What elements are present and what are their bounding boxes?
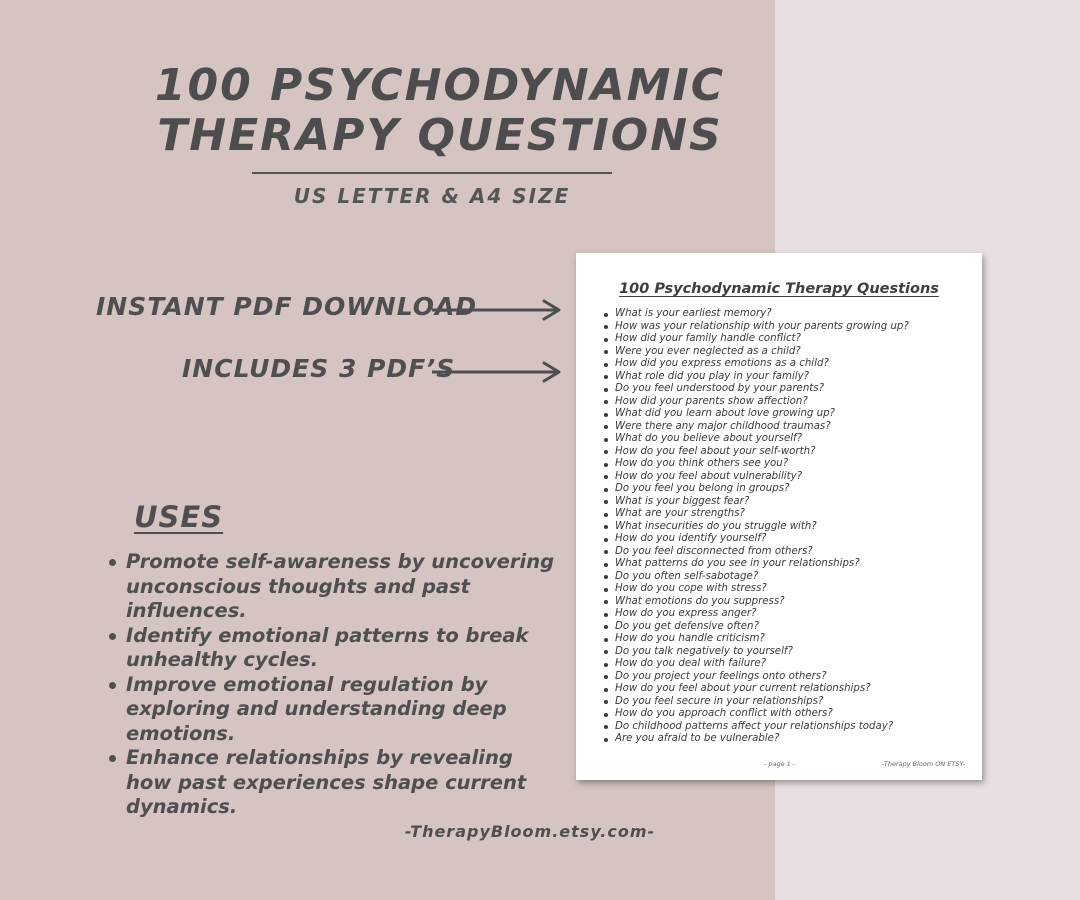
title-line-1: 100 PSYCHODYNAMIC: [154, 60, 726, 111]
title-divider: [252, 172, 612, 174]
bullet-icon: [604, 613, 608, 617]
question-item: [604, 408, 909, 421]
bullet-icon: [109, 559, 116, 566]
question-text: What did you learn about love growing up?: [615, 408, 835, 419]
bullet-icon: [604, 500, 608, 504]
question-text: What is your earliest memory?: [615, 308, 772, 319]
question-text: Do you feel you belong in groups?: [615, 483, 790, 494]
question-item: [604, 433, 909, 446]
question-text: Do childhood patterns affect your relationships today?: [615, 720, 894, 732]
question-text: How do you handle criticism?: [615, 633, 765, 644]
list-item: [104, 673, 564, 747]
bullet-icon: [604, 625, 608, 629]
question-item: [604, 446, 909, 459]
list-item: [104, 550, 564, 624]
question-item: [604, 521, 909, 534]
bullet-icon: [604, 688, 608, 692]
feature-includes-pdfs: INCLUDES 3 PDF’S: [182, 354, 456, 383]
question-item: [604, 608, 909, 621]
question-item: [604, 558, 909, 571]
bullet-icon: [109, 682, 116, 689]
question-item: [604, 358, 909, 371]
arrow-right-icon: [432, 298, 564, 322]
question-text: Do you feel understood by your parents?: [615, 383, 824, 394]
question-text: How was your relationship with your parents growing up?: [615, 320, 909, 332]
bullet-icon: [604, 525, 608, 529]
question-item: [604, 458, 909, 471]
question-item: [604, 396, 909, 409]
question-item: [604, 308, 909, 321]
question-item: [604, 508, 909, 521]
question-text: What do you believe about yourself?: [615, 433, 803, 444]
question-text: Do you talk negatively to yourself?: [615, 645, 793, 657]
question-item: [604, 571, 909, 584]
question-text: How do you cope with stress?: [615, 583, 767, 594]
question-item: [604, 533, 909, 546]
bullet-icon: [109, 633, 116, 640]
bullet-icon: [604, 588, 608, 592]
question-text: How do you deal with failure?: [615, 658, 767, 669]
question-text: Are you afraid to be vulnerable?: [615, 733, 780, 744]
bullet-icon: [604, 663, 608, 667]
question-item: [604, 546, 909, 559]
list-item: [104, 624, 564, 673]
bullet-icon: [604, 538, 608, 542]
page-number: - page 1 -: [764, 760, 796, 768]
question-text: How did your parents show affection?: [615, 395, 808, 407]
uses-list: [104, 550, 564, 820]
arrow-right-icon: [432, 360, 564, 384]
question-item: [604, 621, 909, 634]
bullet-icon: [109, 755, 116, 762]
question-text: What is your biggest fear?: [615, 495, 750, 507]
bullet-icon: [604, 600, 608, 604]
question-text: What patterns do you see in your relationships?: [615, 558, 860, 569]
bullet-icon: [604, 513, 608, 517]
bullet-icon: [604, 650, 608, 654]
bullet-icon: [604, 488, 608, 492]
bullet-icon: [604, 425, 608, 429]
bullet-icon: [604, 325, 608, 329]
question-text: How do you approach conflict with others?: [615, 708, 833, 719]
bullet-icon: [604, 475, 608, 479]
list-item: [104, 746, 564, 820]
bullet-icon: [604, 338, 608, 342]
bullet-icon: [604, 713, 608, 717]
question-item: [604, 483, 909, 496]
bullet-icon: [604, 313, 608, 317]
question-item: [604, 346, 909, 359]
bullet-icon: [604, 675, 608, 679]
question-item: [604, 383, 909, 396]
question-text: What are your strengths?: [615, 508, 745, 519]
question-item: [604, 471, 909, 484]
feature-instant-download: INSTANT PDF DOWNLOAD: [96, 292, 478, 321]
question-text: Do you get defensive often?: [615, 620, 759, 632]
question-text: What role did you play in your family?: [615, 370, 810, 382]
question-item: [604, 733, 909, 746]
question-item: [604, 371, 909, 384]
question-text: What insecurities do you struggle with?: [615, 520, 817, 532]
bullet-icon: [604, 700, 608, 704]
question-item: [604, 721, 909, 734]
question-item: [604, 696, 909, 709]
title-line-2: THERAPY QUESTIONS: [157, 110, 723, 161]
bullet-icon: [604, 738, 608, 742]
uses-item-text: Promote self-awareness by uncovering unconscious thoughts and past influences.: [126, 550, 555, 622]
bullet-icon: [604, 575, 608, 579]
subtitle: US LETTER & A4 SIZE: [293, 184, 571, 208]
uses-item-text: Improve emotional regulation by exploring and understanding deep emotions.: [126, 672, 507, 745]
question-text: Were there any major childhood traumas?: [615, 420, 831, 432]
uses-item-text: Enhance relationships by revealing how past experiences shape current dynamics.: [126, 746, 527, 818]
worksheet-title: 100 Psychodynamic Therapy Questions: [619, 281, 939, 297]
question-text: How did your family handle conflict?: [615, 333, 801, 344]
question-text: Were you ever neglected as a child?: [615, 345, 801, 357]
bullet-icon: [604, 400, 608, 404]
bullet-icon: [604, 725, 608, 729]
bullet-icon: [604, 438, 608, 442]
question-item: [604, 683, 909, 696]
question-text: Do you project your feelings onto others?: [615, 670, 827, 682]
question-item: [604, 658, 909, 671]
question-item: [604, 596, 909, 609]
question-text: Do you feel disconnected from others?: [615, 545, 813, 557]
question-text: Do you often self-sabotage?: [615, 570, 759, 582]
question-item: [604, 421, 909, 434]
bullet-icon: [604, 350, 608, 354]
question-item: [604, 333, 909, 346]
bullet-icon: [604, 463, 608, 467]
question-text: How do you express anger?: [615, 608, 757, 619]
bullet-icon: [604, 375, 608, 379]
question-item: [604, 496, 909, 509]
bullet-icon: [604, 450, 608, 454]
question-text: How do you identify yourself?: [615, 533, 767, 544]
question-item: [604, 583, 909, 596]
worksheet-brand: -Therapy Bloom ON ETSY-: [882, 760, 965, 768]
question-text: How do you feel about your self-worth?: [615, 445, 816, 457]
bullet-icon: [604, 550, 608, 554]
bullet-icon: [604, 413, 608, 417]
uses-heading: USES: [134, 500, 224, 534]
bullet-icon: [604, 563, 608, 567]
uses-item-text: Identify emotional patterns to break unhealthy cycles.: [126, 623, 529, 671]
question-item: [604, 321, 909, 334]
worksheet-preview: [576, 253, 982, 780]
shop-url: -TherapyBloom.etsy.com-: [404, 822, 656, 841]
question-list: [604, 308, 909, 746]
question-text: How do you feel about your current relationships?: [615, 683, 871, 694]
question-item: [604, 646, 909, 659]
question-text: How did you express emotions as a child?: [615, 358, 829, 369]
question-text: Do you feel secure in your relationships?: [615, 695, 824, 707]
bullet-icon: [604, 388, 608, 392]
question-text: What emotions do you suppress?: [615, 595, 785, 607]
question-text: How do you feel about vulnerability?: [615, 470, 803, 482]
bullet-icon: [604, 363, 608, 367]
question-item: [604, 633, 909, 646]
bullet-icon: [604, 638, 608, 642]
question-item: [604, 671, 909, 684]
question-text: How do you think others see you?: [615, 458, 789, 469]
question-item: [604, 708, 909, 721]
